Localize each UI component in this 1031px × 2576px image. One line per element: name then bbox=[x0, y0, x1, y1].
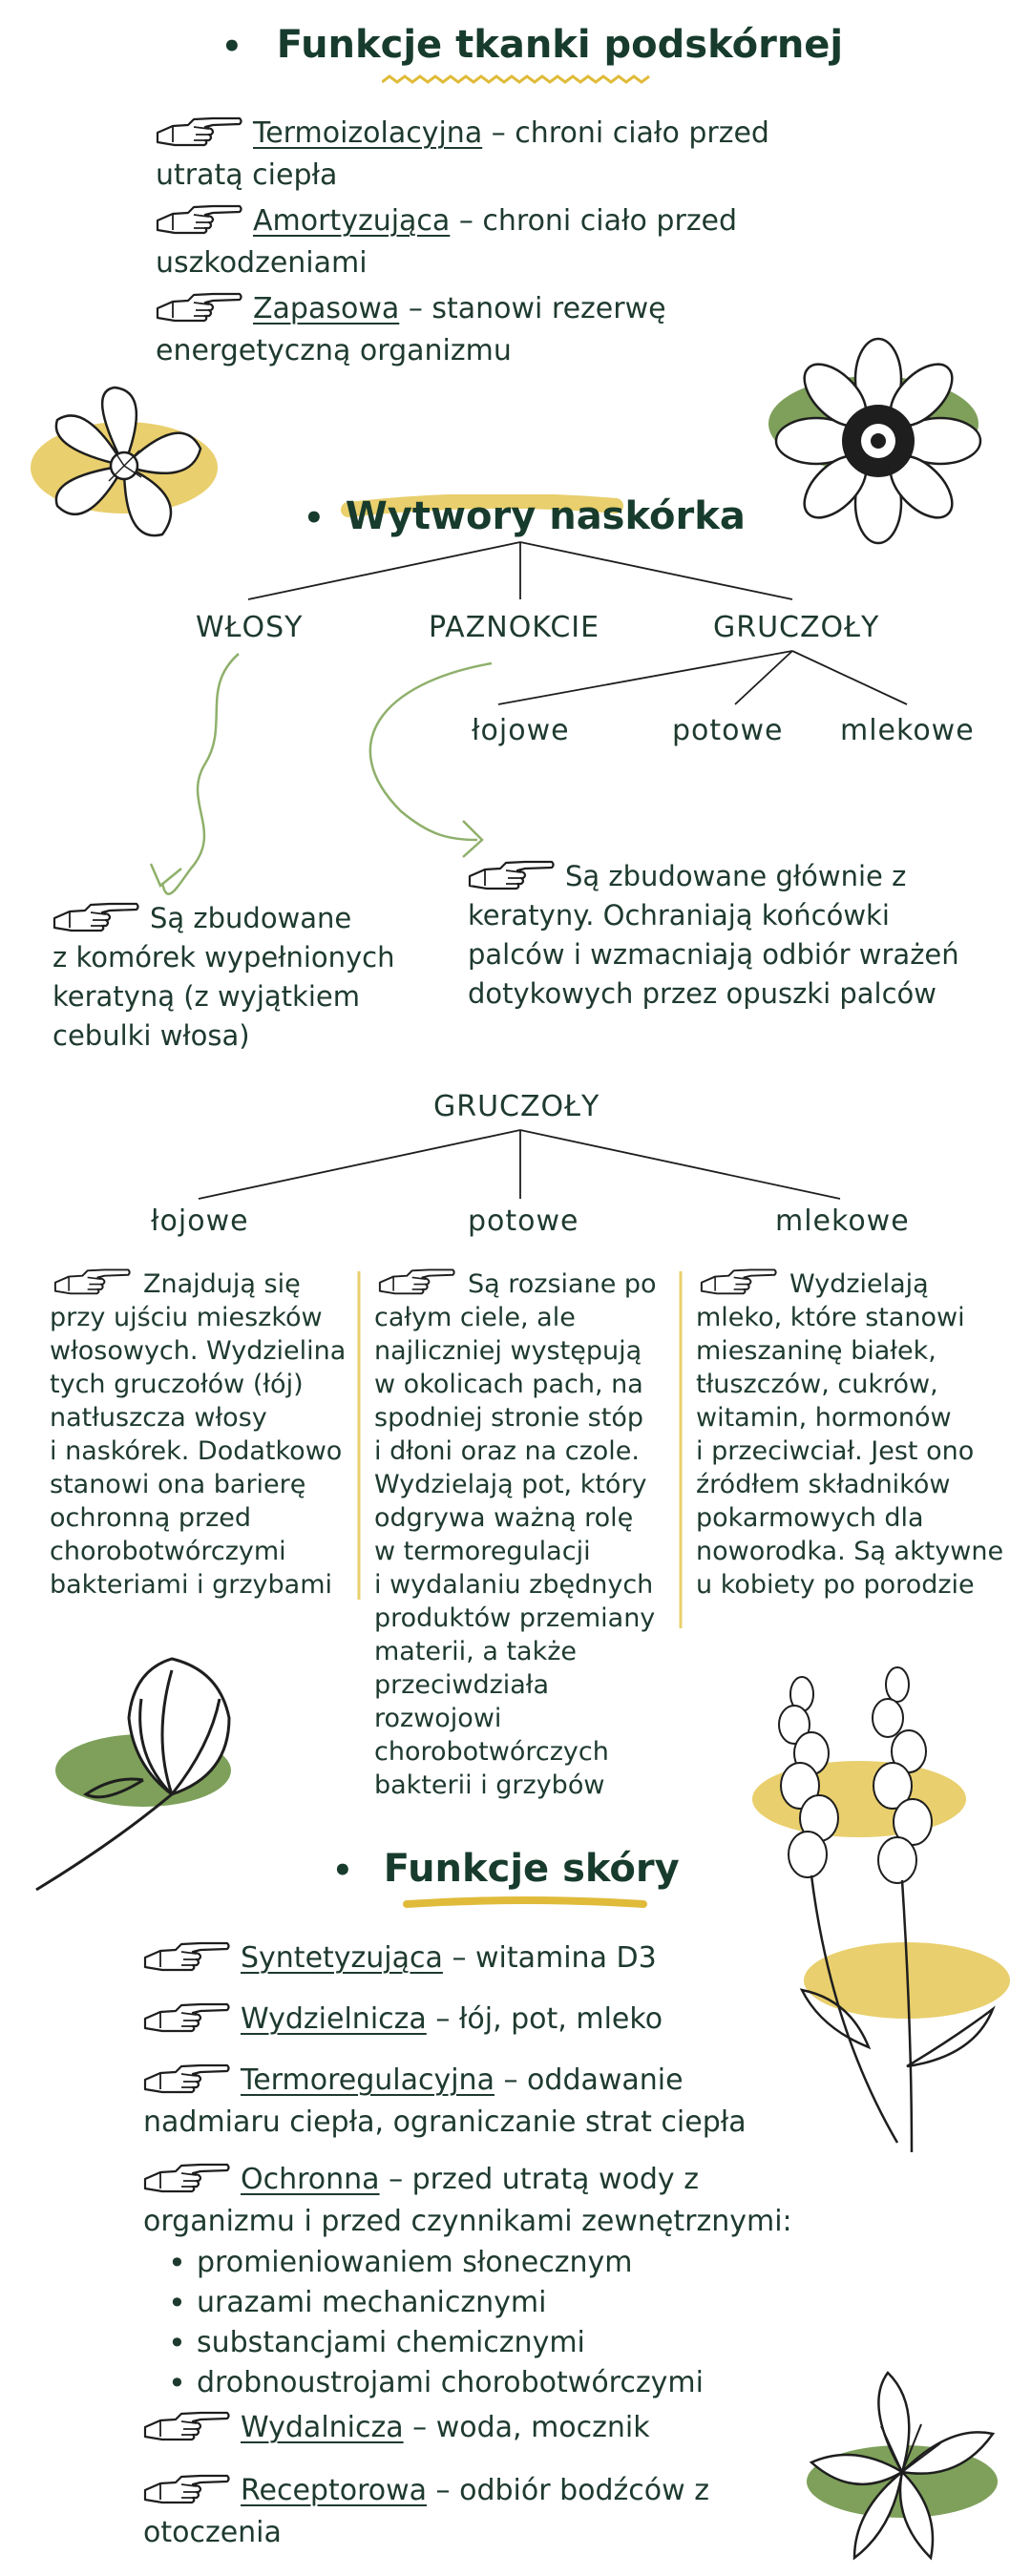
section1-item-thermo bbox=[156, 113, 843, 197]
pointing-hand-icon bbox=[156, 289, 243, 324]
protective-list bbox=[143, 2243, 888, 2403]
col-lojowe-text bbox=[50, 1266, 355, 1602]
pointing-hand-icon bbox=[53, 899, 140, 933]
term-label: Wydzielnicza bbox=[241, 2002, 427, 2036]
col-mlekowe-text bbox=[696, 1266, 1025, 1602]
item-text-line2: nadmiaru ciepła, ograniczanie strat ciepła bbox=[143, 2105, 747, 2139]
lily-icon bbox=[797, 2367, 1017, 2567]
node-mlekowe: mlekowe bbox=[840, 714, 975, 747]
section1-item-amort bbox=[156, 200, 843, 284]
col-line: i dłoni oraz na czole. bbox=[374, 1436, 641, 1466]
hair-note bbox=[53, 899, 453, 1056]
col-line: i przeciwciał. Jest ono bbox=[696, 1436, 975, 1466]
skin-item-protective bbox=[143, 2159, 888, 2403]
col-line: włosowych. Wydzielina bbox=[50, 1336, 347, 1366]
pointing-hand-icon bbox=[143, 2000, 231, 2034]
col-line: noworodka. Są aktywne bbox=[696, 1537, 1004, 1566]
skin-item-secretory bbox=[143, 1999, 811, 2041]
col-line: Wydzielają pot, który bbox=[374, 1470, 647, 1499]
pointing-hand-icon bbox=[696, 1266, 782, 1296]
col-line: produktów przemiany bbox=[374, 1603, 656, 1633]
skin-item-receptor bbox=[143, 2470, 831, 2554]
col-line: natłuszcza włosy bbox=[50, 1403, 267, 1433]
skin-item-excretory bbox=[143, 2407, 811, 2449]
term-label: Termoizolacyjna bbox=[253, 116, 483, 150]
tulip-icon bbox=[29, 1651, 277, 1899]
section2-heading bbox=[304, 494, 746, 538]
col-line: przeciwdziała rozwojowi bbox=[374, 1670, 550, 1733]
col-line: źródłem składników bbox=[696, 1470, 951, 1499]
pointing-hand-icon bbox=[143, 2061, 231, 2095]
item-text: – łój, pot, mleko bbox=[426, 2002, 663, 2036]
col-line: spodniej stronie stóp bbox=[374, 1403, 643, 1433]
col-line: tych gruczołów (łój) bbox=[50, 1370, 304, 1399]
pointing-hand-icon bbox=[143, 1938, 231, 1973]
term-label: Termoregulacyjna bbox=[241, 2063, 494, 2097]
item-text-line2: uszkodzeniami bbox=[156, 246, 368, 280]
term-label: Syntetyzująca bbox=[241, 1941, 443, 1975]
skin-item-synthetic bbox=[143, 1937, 811, 1979]
col-line: witamin, hormonów bbox=[696, 1403, 952, 1433]
col-potowe-text bbox=[374, 1266, 680, 1802]
pointing-hand-icon bbox=[156, 201, 243, 236]
col-line: w okolicach pach, na bbox=[374, 1370, 643, 1399]
term-label: Amortyzująca bbox=[253, 204, 451, 238]
note-line: z komórek wypełnionych bbox=[53, 941, 395, 974]
item-text: – woda, mocznik bbox=[403, 2411, 650, 2444]
item-text: – witamina D3 bbox=[442, 1941, 657, 1975]
item-text: – chroni ciało przed bbox=[482, 116, 769, 150]
col-title-mlekowe: mlekowe bbox=[775, 1204, 910, 1238]
item-text: – stanowi rezerwę bbox=[399, 292, 666, 325]
highlight-swash bbox=[401, 1895, 649, 1912]
term-label: Ochronna bbox=[241, 2163, 380, 2196]
note-line: cebulki włosa) bbox=[53, 1019, 250, 1052]
item-text-line2: organizmu i przed czynnikami zewnętrznymi: bbox=[143, 2205, 792, 2238]
daisy-icon bbox=[759, 336, 998, 546]
col-line: najliczniej występują bbox=[374, 1336, 642, 1366]
gland-branch-lines bbox=[0, 1126, 1031, 1203]
pointing-hand-icon bbox=[468, 857, 556, 891]
item-text: – przed utratą wody z bbox=[379, 2163, 699, 2196]
pointing-hand-icon bbox=[50, 1266, 136, 1296]
node-paznokcie: PAZNOKCIE bbox=[429, 611, 600, 644]
col-line: u kobiety po porodzie bbox=[696, 1570, 975, 1600]
col-line: i naskórek. Dodatkowo bbox=[50, 1436, 343, 1466]
col-line: Znajdują się bbox=[143, 1269, 301, 1299]
bullet-dot: • bbox=[304, 499, 325, 537]
item-text-line2: otoczenia bbox=[143, 2516, 282, 2549]
col-line: Wydzielają bbox=[789, 1269, 929, 1299]
item-text: – odbiór bodźców z bbox=[427, 2474, 709, 2507]
section1-heading bbox=[221, 23, 843, 67]
note-line: Są zbudowane głównie z bbox=[565, 860, 907, 892]
col-line: materii, a także bbox=[374, 1637, 577, 1666]
term-label: Wydalnicza bbox=[241, 2411, 404, 2444]
section2-title: Wytwory naskórka bbox=[345, 494, 746, 538]
col-line: stanowi ona barierę bbox=[50, 1470, 306, 1499]
node-lojowe: łojowe bbox=[472, 714, 570, 747]
col-title-potowe: potowe bbox=[468, 1204, 579, 1238]
skin-item-thermo bbox=[143, 2060, 869, 2144]
note-line: keratyny. Ochraniają końcówki bbox=[468, 899, 890, 932]
pointing-hand-icon bbox=[143, 2471, 231, 2505]
section4-title: Funkcje skóry bbox=[383, 1847, 680, 1891]
col-line: bakteriami i grzybami bbox=[50, 1570, 333, 1600]
list-item: • urazami mechanicznymi bbox=[197, 2283, 888, 2323]
item-text: – chroni ciało przed bbox=[450, 204, 738, 238]
col-line: w termoregulacji bbox=[374, 1537, 591, 1566]
col-line: Są rozsiane po bbox=[468, 1269, 657, 1299]
col-line: ochronną przed bbox=[50, 1503, 252, 1533]
node-potowe: potowe bbox=[672, 714, 784, 747]
section4-heading bbox=[332, 1847, 680, 1891]
col-line: chorobotwórczymi bbox=[50, 1537, 286, 1566]
col-line: całym ciele, ale bbox=[374, 1303, 576, 1332]
zigzag-underline bbox=[382, 73, 655, 88]
list-item: • substancjami chemicznymi bbox=[197, 2323, 888, 2363]
col-line: mieszaninę białek, bbox=[696, 1336, 936, 1366]
item-text-line2: utratą ciepła bbox=[156, 158, 338, 192]
col-line: pokarmowych dla bbox=[696, 1503, 924, 1533]
nail-note bbox=[468, 857, 1021, 1014]
note-line: Są zbudowane bbox=[150, 902, 352, 934]
term-label: Receptorowa bbox=[241, 2474, 428, 2507]
flower-icon bbox=[19, 382, 229, 554]
col-line: bakterii i grzybów bbox=[374, 1770, 605, 1800]
section1-title: Funkcje tkanki podskórnej bbox=[276, 23, 844, 67]
section1-item-zapas bbox=[156, 288, 843, 372]
note-line: keratyną (z wyjątkiem bbox=[53, 980, 360, 1013]
note-line: palców i wzmacniają odbiór wrażeń bbox=[468, 938, 959, 971]
pointing-hand-icon bbox=[156, 114, 243, 148]
col-title-lojowe: łojowe bbox=[151, 1204, 249, 1238]
node-gruczoly: GRUCZOŁY bbox=[713, 611, 880, 644]
node-gruczoly-root: GRUCZOŁY bbox=[433, 1090, 600, 1123]
pointing-hand-icon bbox=[143, 2408, 231, 2442]
col-line: odgrywa ważną rolę bbox=[374, 1503, 634, 1533]
node-wlosy: WŁOSY bbox=[196, 611, 304, 644]
item-text-line2: energetyczną organizmu bbox=[156, 334, 512, 367]
col-line: i wydalaniu zbędnych bbox=[374, 1570, 654, 1600]
col-line: chorobotwórczych bbox=[374, 1737, 609, 1767]
col-line: przy ujściu mieszków bbox=[50, 1303, 323, 1332]
note-line: dotykowych przez opuszki palców bbox=[468, 977, 937, 1010]
bullet-dot: • bbox=[332, 1852, 353, 1890]
item-text: – oddawanie bbox=[494, 2063, 684, 2097]
col-line: mleko, które stanowi bbox=[696, 1303, 965, 1332]
list-item: • drobnoustrojami chorobotwórczymi bbox=[197, 2363, 888, 2403]
bullet-dot: • bbox=[221, 28, 242, 66]
term-label: Zapasowa bbox=[253, 292, 400, 325]
list-item: • promieniowaniem słonecznym bbox=[197, 2243, 888, 2283]
pointing-hand-icon bbox=[374, 1266, 460, 1296]
col-line: tłuszczów, cukrów, bbox=[696, 1370, 938, 1399]
pointing-hand-icon bbox=[143, 2160, 231, 2194]
